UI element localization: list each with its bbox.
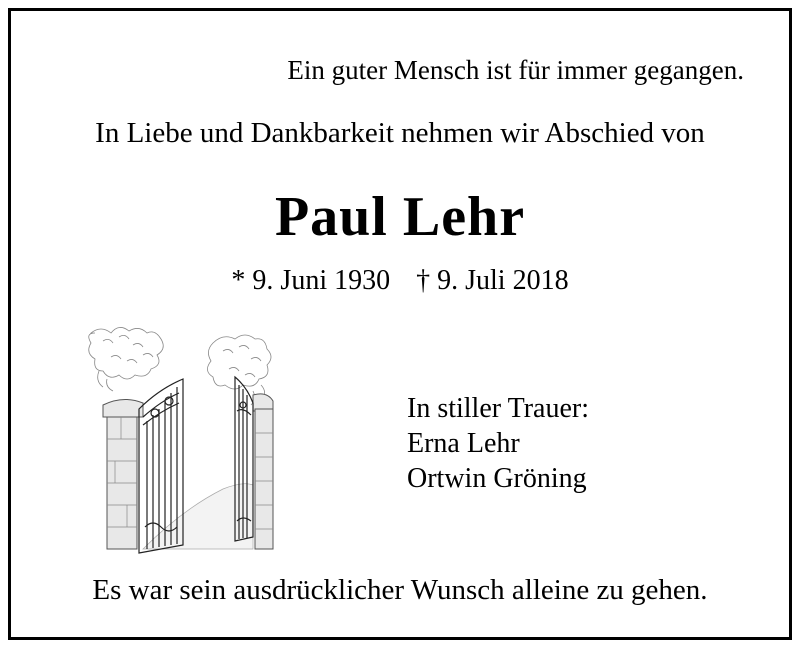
mourner-name: Ortwin Gröning <box>407 463 587 494</box>
life-dates <box>11 265 789 297</box>
intro-line: In Liebe und Dankbarkeit nehmen wir Abschied von <box>95 117 705 149</box>
bottom-quote: Es war sein ausdrücklicher Wunsch alleine zu gehen. <box>92 574 708 606</box>
deceased-name: Paul Lehr <box>274 186 526 248</box>
mourner-name: Erna Lehr <box>407 428 520 459</box>
birth-date: * 9. Juni 1930 <box>231 265 391 296</box>
mourning-heading: In stiller Trauer: <box>407 393 589 424</box>
death-date: † 9. Juli 2018 <box>416 265 569 296</box>
top-quote: Ein guter Mensch ist für immer gegangen. <box>287 55 744 85</box>
obituary-frame <box>8 8 792 640</box>
open-garden-gate-icon <box>83 321 283 561</box>
mourners-block <box>407 391 589 496</box>
